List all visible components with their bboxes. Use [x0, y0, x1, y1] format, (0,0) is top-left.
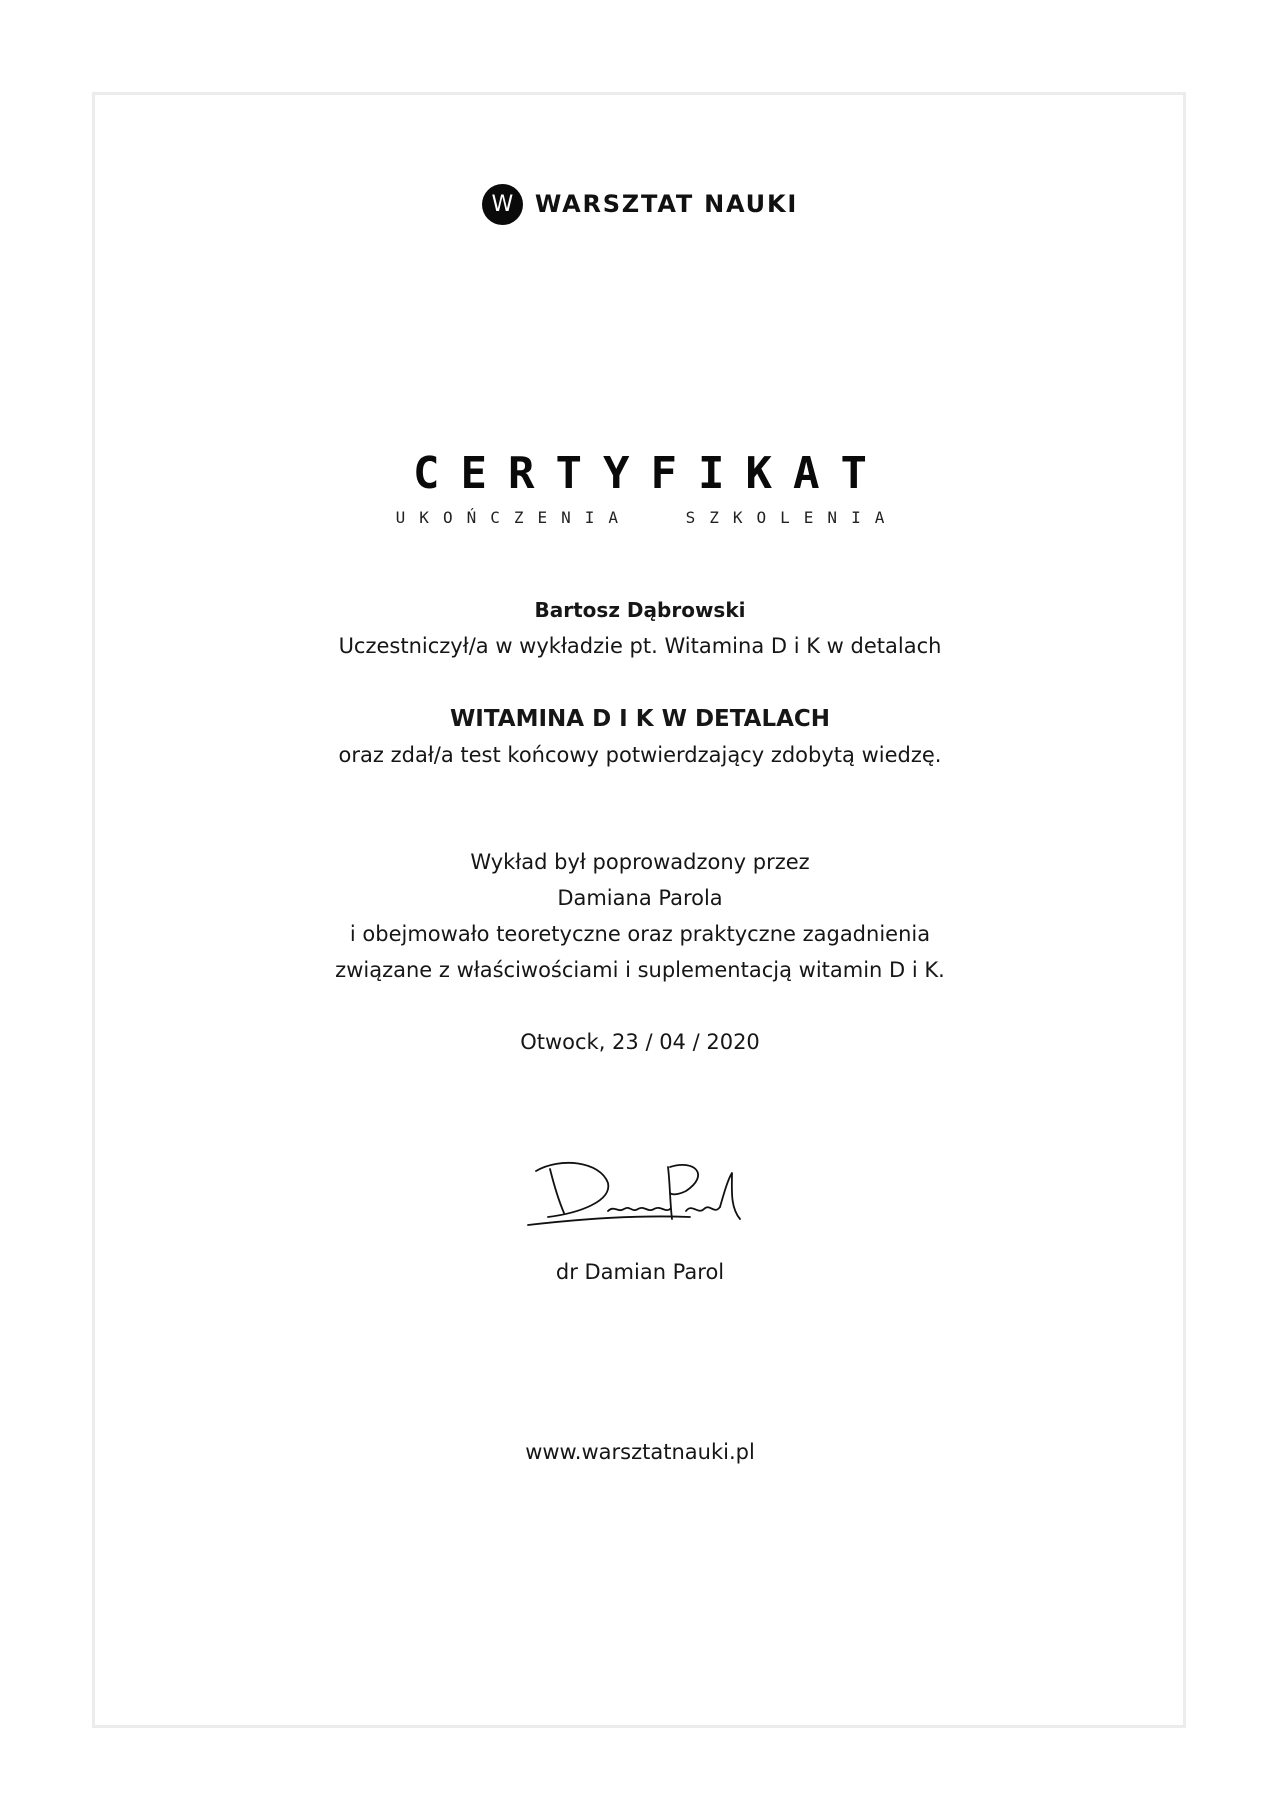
signer-name: dr Damian Parol: [555, 1260, 725, 1284]
course-title: WITAMINA D I K W DETALACH: [449, 706, 831, 732]
lecture-line-4: związane z właściwościami i suplementacją witamin D i K.: [335, 958, 945, 982]
brand-logo: [0, 182, 1280, 226]
certificate-title: CERTYFIKAT: [413, 448, 888, 499]
recipient-name: Bartosz Dąbrowski: [534, 598, 746, 622]
place-and-date: Otwock, 23 / 04 / 2020: [520, 1030, 760, 1054]
lecture-line-1: Wykład był poprowadzony przez: [470, 850, 810, 874]
website-url: www.warsztatnauki.pl: [525, 1440, 755, 1464]
logo-mark-icon: [482, 184, 523, 225]
logo-text: WARSZTAT NAUKI: [534, 190, 799, 218]
completion-text: oraz zdał/a test końcowy potwierdzający zdobytą wiedzę.: [338, 743, 942, 767]
certificate-subtitle: UKOŃCZENIA SZKOLENIA: [395, 508, 899, 527]
participation-text: Uczestniczył/a w wykładzie pt. Witamina D i K w detalach: [338, 634, 942, 658]
recipient-section: [0, 592, 1280, 664]
course-section: [0, 701, 1280, 773]
handwritten-signature: [520, 1153, 770, 1233]
lecture-line-3: i obejmowało teoretyczne oraz praktyczne zagadnienia: [349, 922, 931, 946]
lecture-description: [0, 844, 1280, 988]
lecture-line-2: Damiana Parola: [557, 886, 723, 910]
logo-mark-letter: W: [491, 191, 514, 217]
